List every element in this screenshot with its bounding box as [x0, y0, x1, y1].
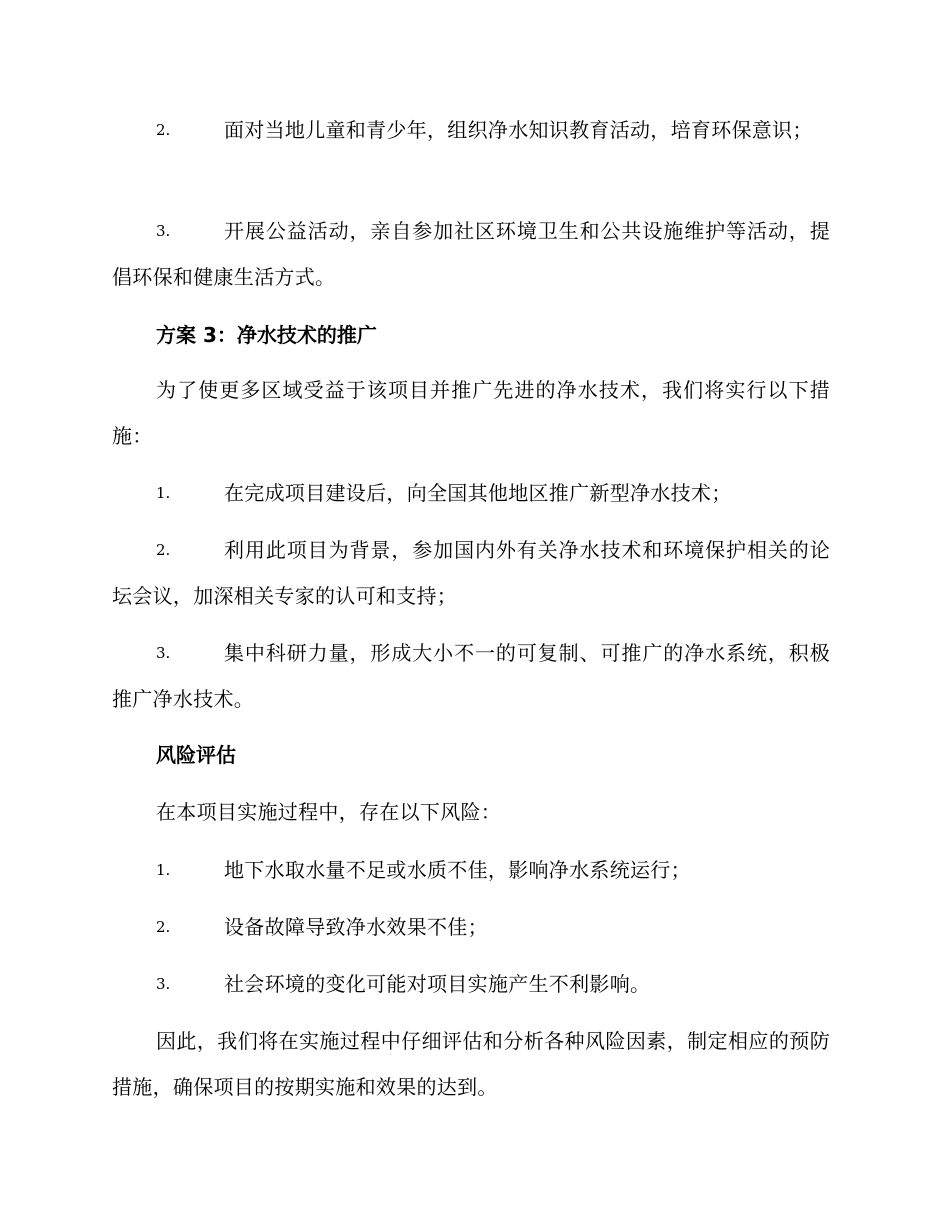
- section-heading-plan3: 方案 3：净水技术的推广: [156, 323, 377, 347]
- list-item: [112, 961, 830, 1007]
- list-item: [112, 630, 830, 722]
- list-item: [112, 904, 830, 950]
- list-item: [112, 208, 830, 300]
- list-number: 1.: [156, 861, 171, 879]
- list-text: 设备故障导致净水效果不佳；: [224, 915, 488, 939]
- list-item: [112, 527, 830, 619]
- list-number: 2.: [156, 541, 171, 559]
- list-number: 3.: [156, 975, 171, 993]
- list-number: 2.: [156, 121, 171, 139]
- list-text: 利用此项目为背景，参加国内外有关净水技术和环境保护相关的论坛会议，加深相关专家的认可和支持；: [112, 538, 830, 608]
- paragraph-plan3-intro: 为了使更多区域受益于该项目并推广先进的净水技术，我们将实行以下措施：: [112, 378, 830, 448]
- list-text: 集中科研力量，形成大小不一的可复制、可推广的净水系统，积极推广净水技术。: [112, 641, 830, 711]
- paragraph-risk-conclusion: 因此，我们将在实施过程中仔细评估和分析各种风险因素，制定相应的预防措施，确保项目的按期实施和效果的达到。: [112, 1029, 830, 1099]
- list-text: 地下水取水量不足或水质不佳，影响净水系统运行；: [224, 858, 691, 882]
- list-item: [112, 470, 830, 516]
- list-text: 面对当地儿童和青少年，组织净水知识教育活动，培育环保意识；: [224, 118, 813, 142]
- list-number: 2.: [156, 918, 171, 936]
- list-item: [112, 107, 830, 153]
- list-number: 1.: [156, 484, 171, 502]
- list-number: 3.: [156, 222, 171, 240]
- paragraph-risk-intro: 在本项目实施过程中，存在以下风险：: [156, 800, 502, 824]
- list-text: 开展公益活动，亲自参加社区环境卫生和公共设施维护等活动，提倡环保和健康生活方式。: [112, 219, 830, 289]
- list-number: 3.: [156, 644, 171, 662]
- list-text: 在完成项目建设后，向全国其他地区推广新型净水技术；: [224, 481, 732, 505]
- section-heading-risk: 风险评估: [156, 743, 236, 767]
- list-item: [112, 847, 830, 893]
- list-text: 社会环境的变化可能对项目实施产生不利影响。: [224, 972, 651, 996]
